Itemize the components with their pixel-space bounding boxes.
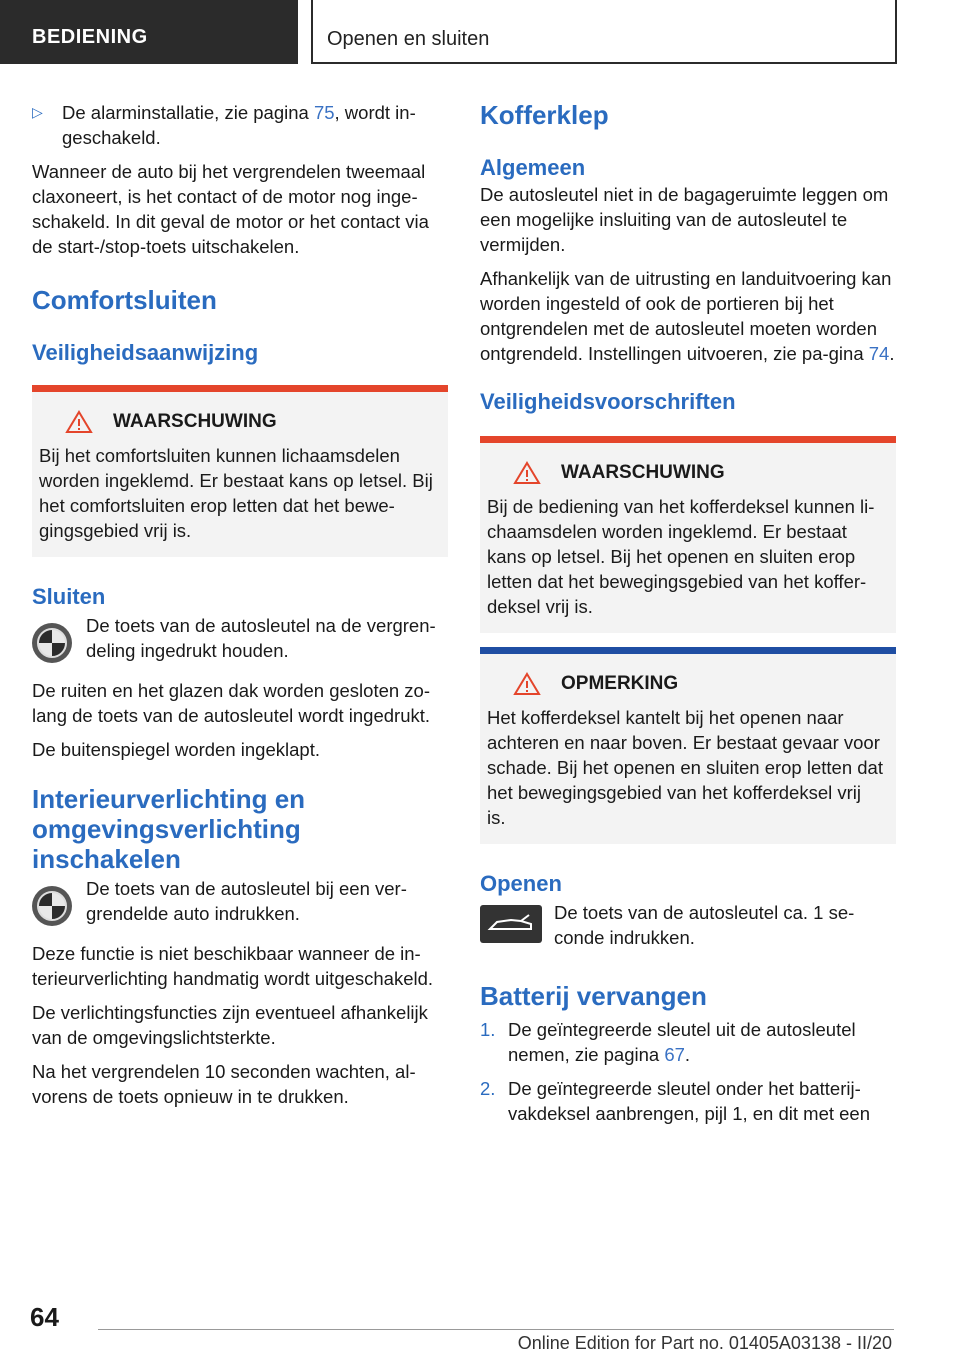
list-item: 1. De geïntegreerde sleutel uit de autosleutel nemen, zie pagina 67.: [480, 1019, 856, 1065]
note-box: [480, 647, 896, 844]
paragraph: Wanneer de auto bij het vergrendelen tweemaal claxoneert, is het contact of de motor nog inge-schakeld. In dit geval de motor or het contact via de start-/stop-toets uitschakelen.: [32, 161, 429, 257]
page-number: 64: [30, 1302, 59, 1332]
subsection-heading: Veiligheidsvoorschriften: [480, 389, 736, 414]
warning-text: Bij het comfortsluiten kunnen lichaamsdelen worden ingeklemd. Er bestaat kans op letsel. Bij het comfortsluiten erop letten dat het bewe-gingsgebied vrij is.: [39, 445, 433, 541]
paragraph: Na het vergrendelen 10 seconden wachten, al-vorens de toets opnieuw in te drukken.: [32, 1061, 416, 1107]
subsection-heading: Veiligheidsaanwijzing: [32, 340, 259, 365]
key-instruction: De toets van de autosleutel ca. 1 se-conde indrukken.: [480, 900, 896, 959]
warning-triangle-icon: [65, 410, 93, 434]
left-column: [32, 100, 448, 1118]
subsection-heading: Algemeen: [480, 155, 586, 180]
note-title: OPMERKING: [487, 672, 884, 696]
section-heading: Comfortsluiten: [32, 285, 217, 315]
warning-title: WAARSCHUWING: [487, 461, 884, 485]
note-text: Het kofferdeksel kantelt bij het openen naar achteren en naar boven. Er bestaat gevaar voor schade. Bij het openen en sluiten erop letten dat het bewegingsgebied van het kofferdeksel vrij is.: [487, 707, 883, 828]
chapter-title: Openen en sluiten: [327, 28, 490, 50]
edition-note: Online Edition for Part no. 01405A03138 - II/20: [517, 1333, 892, 1353]
section-heading: Interieurverlichting en omgevingsverlichting inschakelen: [32, 784, 306, 874]
bmw-key-icon: [32, 623, 72, 663]
key-instruction: De toets van de autosleutel na de vergren-deling ingedrukt houden.: [32, 613, 448, 672]
section-heading: Kofferklep: [480, 100, 609, 130]
list-item: 2. De geïntegreerde sleutel onder het batterij-vakdeksel aanbrengen, pijl 1, en dit met een: [480, 1078, 871, 1124]
subsection-heading: Openen: [480, 871, 562, 896]
warning-text: Bij de bediening van het kofferdeksel kunnen li-chaamsdelen worden ingeklemd. Er bestaat kans op letsel. Bij het openen en sluiten erop letten dat het bewegingsgebied van het koffer-deksel vrij is.: [487, 496, 875, 617]
bullet-item: ▷ De alarminstallatie, zie pagina 75, wordt in-geschakeld.: [32, 102, 416, 148]
warning-triangle-icon: [513, 672, 541, 696]
footer-divider: [98, 1329, 894, 1330]
paragraph: De autosleutel niet in de bagageruimte leggen om een mogelijke insluiting van de autosleutel te vermijden.: [480, 184, 889, 255]
section-heading: Batterij vervangen: [480, 981, 707, 1011]
warning-box: [32, 385, 448, 557]
section-tab: [0, 0, 298, 64]
paragraph: De buitenspiegel worden ingeklapt.: [32, 739, 320, 760]
warning-box: [480, 436, 896, 633]
car-trunk-icon: [480, 905, 542, 943]
paragraph: De ruiten en het glazen dak worden gesloten zo-lang de toets van de autosleutel wordt ingedrukt.: [32, 680, 431, 726]
paragraph: De verlichtingsfuncties zijn eventueel afhankelijk van de omgevingslichtsterkte.: [32, 1002, 428, 1048]
section-title: BEDIENING: [32, 26, 148, 48]
triangle-bullet-icon: ▷: [32, 104, 43, 120]
right-column: [480, 100, 896, 1135]
bmw-key-icon: [32, 886, 72, 926]
warning-title: WAARSCHUWING: [39, 410, 436, 434]
paragraph: Deze functie is niet beschikbaar wanneer de in-terieurverlichting handmatig wordt uitgeschakeld.: [32, 943, 434, 989]
paragraph: Afhankelijk van de uitrusting en landuitvoering kan worden ingesteld of ook de portieren bij het ontgrendelen met de autosleutel moeten worden ontgrendeld. Instellingen uitvoeren, zie pa-gina 74.: [480, 268, 895, 364]
page-link[interactable]: 67: [664, 1044, 685, 1065]
page-link[interactable]: 74: [868, 343, 890, 364]
chapter-tab: [311, 0, 897, 64]
page-link[interactable]: 75: [313, 102, 335, 123]
key-instruction: De toets van de autosleutel bij een ver-grendelde auto indrukken.: [32, 876, 448, 935]
subsection-heading: Sluiten: [32, 584, 106, 609]
warning-triangle-icon: [513, 461, 541, 485]
